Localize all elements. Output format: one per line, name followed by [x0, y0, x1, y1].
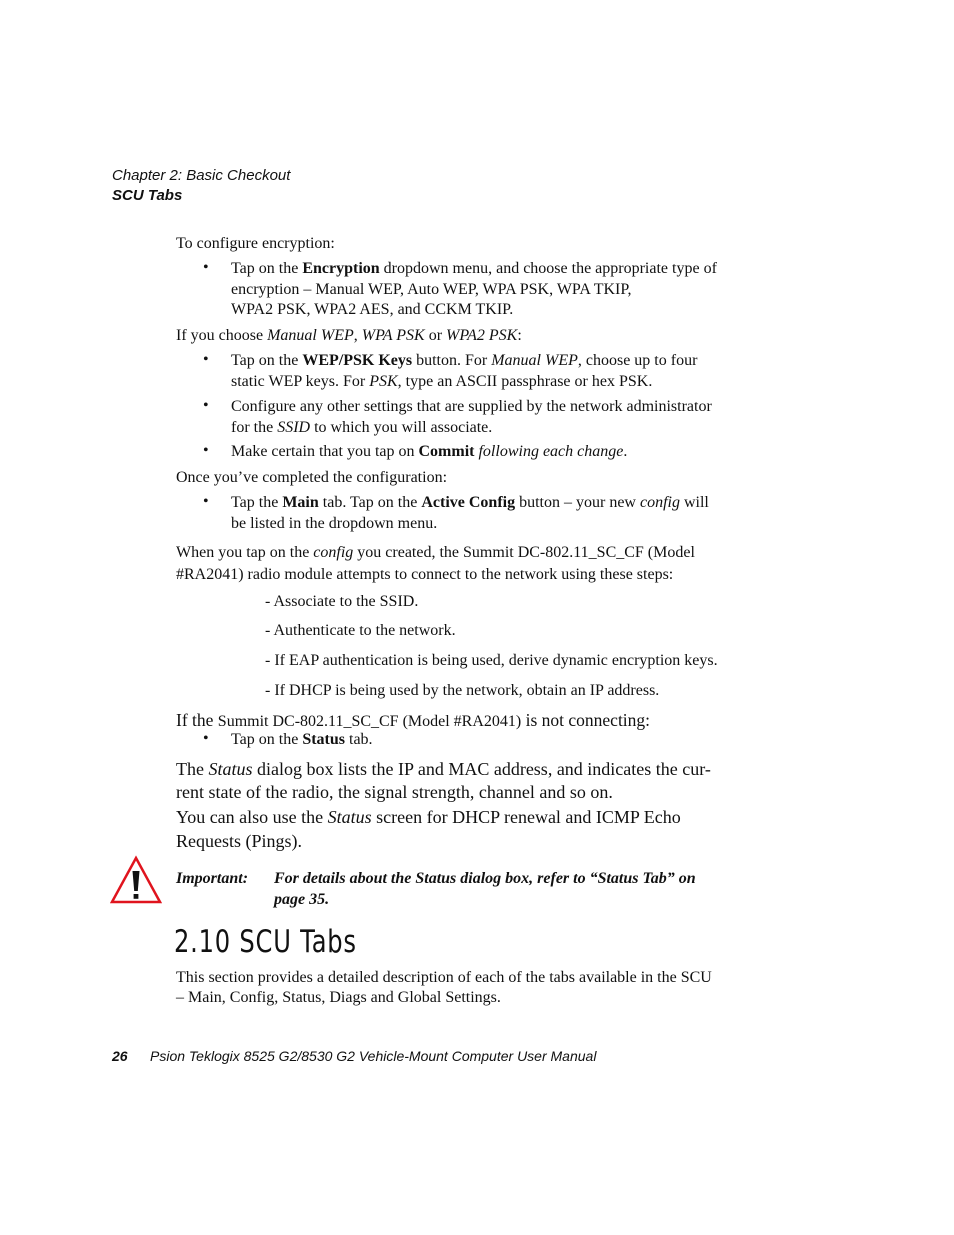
when-tap-paragraph: When you tap on the config you created, the Summit DC-802.11_SC_CF (Model #RA2041) radio module attempts to connect to the network using these steps: — [176, 544, 695, 583]
encryption-bullet: Tap on the Encryption dropdown menu, and choose the appropriate type of encryption – Manual WEP, Auto WEP, WPA PSK, WPA TKIP, WPA2 PSK, WPA2 AES, and CCKM TKIP. — [231, 260, 717, 318]
wep-psk-bullet: Tap on the WEP/PSK Keys button. For Manual WEP, choose up to four static WEP keys. For PSK, type an ASCII passphrase or hex PSK. — [231, 352, 698, 390]
page-number: 26 — [112, 1048, 128, 1064]
section-header: SCU Tabs — [112, 187, 183, 204]
configure-bullet: Configure any other settings that are supplied by the network administrator for the SSID to which you will associate. — [231, 398, 712, 436]
important-label: Important: — [176, 870, 249, 887]
once-text: Once you’ve completed the configuration: — [176, 469, 448, 486]
warning-triangle-icon — [110, 855, 162, 905]
status-tab-bullet: Tap on the Status tab. — [231, 731, 373, 748]
important-note: For details about the Status dialog box, refer to “Status Tab” on page 35. — [274, 870, 696, 908]
bullet-dot: • — [203, 259, 209, 276]
bullet-dot: • — [203, 442, 209, 459]
step-item: - If DHCP is being used by the network, obtain an IP address. — [265, 682, 660, 699]
status-paragraph: The Status dialog box lists the IP and MAC address, and indicates the cur- rent state of the radio, the signal strength, channel and so on. — [176, 759, 711, 802]
bullet-dot: • — [203, 351, 209, 368]
step-item: - Authenticate to the network. — [265, 622, 456, 639]
footer-title: Psion Teklogix 8525 G2/8530 G2 Vehicle-Mount Computer User Manual — [150, 1048, 597, 1064]
bullet-dot: • — [203, 493, 209, 510]
chapter-header: Chapter 2: Basic Checkout — [112, 167, 291, 184]
also-status-paragraph: You can also use the Status screen for DHCP renewal and ICMP Echo Requests (Pings). — [176, 807, 681, 851]
bullet-dot: • — [203, 730, 209, 747]
step-item: - Associate to the SSID. — [265, 593, 419, 610]
if-choose-text: If you choose Manual WEP, WPA PSK or WPA2 PSK: — [176, 327, 522, 344]
not-connecting-text: If the Summit DC-802.11_SC_CF (Model #RA2041) is not connecting: — [176, 710, 651, 730]
commit-bullet: Make certain that you tap on Commit following each change. — [231, 443, 628, 460]
main-tab-bullet: Tap the Main tab. Tap on the Active Config button – your new config will be listed in the dropdown menu. — [231, 494, 709, 532]
bullet-dot: • — [203, 397, 209, 414]
section-heading: 2.10 SCU Tabs — [174, 924, 357, 960]
intro-text: To configure encryption: — [176, 235, 335, 252]
step-item: - If EAP authentication is being used, derive dynamic encryption keys. — [265, 652, 718, 669]
section-description: This section provides a detailed description of each of the tabs available in the SCU – Main, Config, Status, Diags and Global Settings. — [176, 969, 712, 1006]
